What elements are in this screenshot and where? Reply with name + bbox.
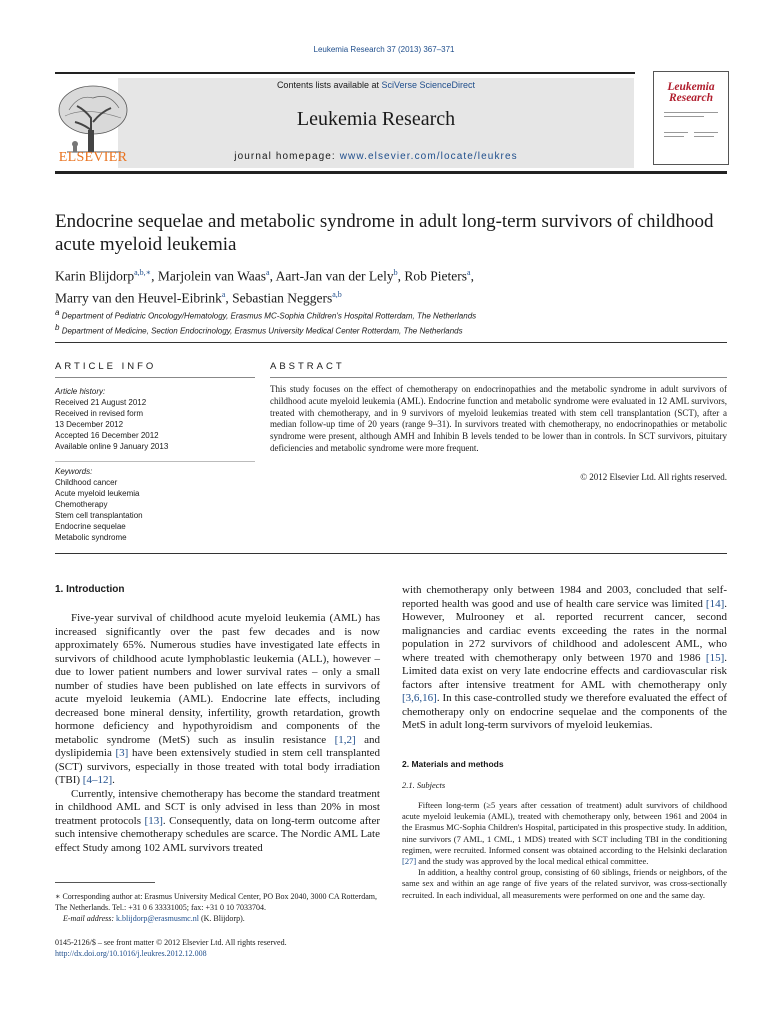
- affiliation-text: Department of Pediatric Oncology/Hematology, Erasmus MC-Sophia Children's Hospital Rotterdam, The Netherlands: [61, 311, 477, 321]
- reference-link[interactable]: [13]: [144, 814, 163, 827]
- author-name[interactable]: Aart-Jan van der Lely: [275, 268, 394, 284]
- keyword-item: Childhood cancer: [55, 478, 118, 487]
- section-rule: [55, 553, 727, 554]
- keyword-item: Endocrine sequelae: [55, 522, 126, 531]
- affiliation-b: [55, 322, 727, 337]
- doi-link[interactable]: http://dx.doi.org/10.1016/j.leukres.2012.12.008: [55, 949, 207, 958]
- reference-link[interactable]: [1,2]: [334, 733, 356, 746]
- cover-decoration-line: [664, 132, 688, 133]
- text-run: . In this case-controlled study we therefore evaluated the effect of chemotherapy only on endocrine sequelae and the components of the MetS in adult long-term survivors of myeloid leukemias.: [402, 692, 727, 731]
- author-separator: ,: [269, 268, 276, 284]
- subjects-paragraph: In addition, a healthy control group, consisting of 60 siblings, friends or neighbors, of the same sex and within an age range of five years of the related survivor, was cross-sectionally recruited. In each individual, all measurements were performed on one and the same day.: [402, 867, 727, 900]
- abstract-text: This study focuses on the effect of chemotherapy on endocrinopathies and the metabolic syndrome in adult survivors of childhood acute myeloid leukemia (AML). Endocrine function and metabolic syndrome were evaluated in 12 AML survivors, treated with chemotherapy, and in 9 survivors of myeloid leukemias treated with stem cell transplantation (SCT), after a median follow-up time of 20 years (range 9–31). In survivors treated with chemotherapy, no endocrinopathies or metabolic syndrome were present, although AMH and Inhibin B levels tended to be lower than in controls. In SCT survivors, pituitary deficiencies and metabolic syndrome were more frequent.: [270, 384, 727, 453]
- footnote-rule: [55, 882, 155, 883]
- author-affiliation-sup[interactable]: a: [221, 289, 226, 299]
- text-run: Fifteen long-term (≥5 years after cessation of treatment) adult survivors of childhood acute myeloid leukemia (AML), treated with chemotherapy only, between 1961 and 2004 in the Erasmus MC-Sophia Children's Hospital, participated in this prospective study. In addition, nine survivors (7 AML, 1 CML, 1 MDS) treated with SCT including TBI in the conditioning regimen, were recruited. Informed consent was obtained according to the Helsinki declaration: [402, 800, 727, 855]
- cover-decoration-line: [664, 116, 704, 117]
- keyword-item: Stem cell transplantation: [55, 511, 143, 520]
- keyword-item: Acute myeloid leukemia: [55, 489, 140, 498]
- publication-info: [55, 937, 385, 959]
- intro-paragraph: [55, 788, 380, 856]
- cover-decoration-line: [664, 136, 684, 137]
- text-run: with chemotherapy only between 1984 and 2003, concluded that self-reported health was good and use of health care service was limited: [402, 584, 727, 610]
- keyword-item: Chemotherapy: [55, 500, 108, 509]
- corresponding-author-footnote: [55, 891, 385, 924]
- introduction-continued: [402, 584, 727, 733]
- reference-link[interactable]: [15]: [705, 651, 725, 664]
- journal-cover-thumbnail[interactable]: [653, 71, 729, 165]
- author-affiliation-sup[interactable]: a: [266, 268, 270, 277]
- keywords-rule: [55, 461, 255, 462]
- history-item: Available online 9 January 2013: [55, 442, 169, 451]
- email-link[interactable]: k.blijdorp@erasmusmc.nl: [116, 914, 199, 923]
- author-name[interactable]: Marry van den Heuvel-Eibrink: [55, 290, 222, 305]
- homepage-prefix: journal homepage:: [234, 151, 340, 162]
- introduction-heading: 1. Introduction: [55, 584, 125, 595]
- text-run: Five-year survival of childhood acute myeloid leukemia (AML) has increased significantly over the past few decades and is now approximately 65%. Numerous studies have investigated late effects in survivors of childhood acute lymphoblastic leukemia (ALL), however – due to lower patient numbers and lower survival rates – only a small number of studies have been published on late effects in survivors of acute myeloid leukemia (AML). Endocrine late effects, including decreased bone mineral density, infertility, growth retardation, growth hormone deficiency and hypothyroidism and components of the metabolic syndrome (MetS) such as insulin resistance: [55, 612, 380, 746]
- author-separator: ,: [470, 268, 474, 284]
- affiliation-marker: b: [55, 322, 60, 332]
- text-run: and the study was approved by the local medical ethical committee.: [416, 856, 649, 867]
- history-label: Article history:: [55, 387, 106, 396]
- cover-decoration-line: [694, 132, 718, 133]
- keywords: [55, 466, 255, 543]
- article-history: [55, 386, 255, 452]
- text-run: and dyslipidemia: [55, 733, 380, 759]
- cover-title: [658, 82, 724, 104]
- article-info-rule: [55, 377, 255, 378]
- author-separator: ,: [151, 268, 158, 284]
- intro-paragraph: [55, 612, 380, 788]
- journal-name: Leukemia Research: [296, 108, 456, 130]
- header-top-rule: [55, 72, 635, 74]
- reference-link[interactable]: [27]: [402, 856, 417, 867]
- corresponding-text: ∗ Corresponding author at: Erasmus University Medical Center, PO Box 2040, 3000 CA Rotterdam, The Netherlands. Tel.: +31 0 6 33331005; fax: +31 0 10 7033704.: [55, 892, 377, 912]
- reference-link[interactable]: [14]: [705, 597, 725, 610]
- cover-decoration-line: [694, 136, 714, 137]
- article-title: Endocrine sequelae and metabolic syndrome in adult long-term survivors of childhood acute myeloid leukemia: [55, 211, 714, 255]
- section-rule: [55, 342, 727, 343]
- author-name[interactable]: Karin Blijdorp: [55, 268, 135, 284]
- subjects-heading: 2.1. Subjects: [402, 780, 446, 790]
- header-bottom-rule: [55, 171, 727, 174]
- affiliations: [55, 307, 727, 336]
- keyword-item: Metabolic syndrome: [55, 533, 127, 542]
- issn-line: 0145-2126/$ – see front matter © 2012 Elsevier Ltd. All rights reserved.: [55, 938, 287, 947]
- author-name[interactable]: Marjolein van Waas: [157, 268, 267, 284]
- email-label: E-mail address:: [63, 914, 117, 923]
- abstract-heading: ABSTRACT: [270, 361, 345, 372]
- author-affiliation-sup[interactable]: b: [393, 268, 398, 277]
- abstract-rule: [270, 377, 727, 378]
- text-run: . However, Mulrooney et al. reported recurrent cancer, second malignancies and cardiac events exceeding the rates in the normal population in 272 survivors of childhood and adolescent AML, who where treated with chemotherapy only between 1970 and 1986: [402, 597, 727, 664]
- author-name[interactable]: Sebastian Neggers: [232, 290, 333, 305]
- reference-link[interactable]: [4–12]: [82, 774, 113, 786]
- history-item: Received 21 August 2012: [55, 398, 147, 407]
- text-run: Currently, intensive chemotherapy has become the standard treatment in childhood AML and SCT is only advised in less than 20% in most treatment protocols: [55, 787, 380, 827]
- contents-line: [118, 80, 634, 90]
- author-affiliation-sup[interactable]: a: [467, 268, 471, 277]
- methods-heading: 2. Materials and methods: [402, 759, 504, 769]
- affiliation-a: [55, 307, 727, 322]
- author-affiliation-sup[interactable]: a,b: [332, 289, 342, 299]
- journal-homepage: [118, 151, 634, 162]
- abstract-copyright: © 2012 Elsevier Ltd. All rights reserved.: [580, 472, 727, 482]
- subjects-paragraph: [402, 800, 727, 867]
- article-info-heading: ARTICLE INFO: [55, 361, 157, 372]
- history-item: Accepted 16 December 2012: [55, 431, 159, 440]
- author-name[interactable]: Rob Pieters: [404, 268, 468, 284]
- introduction-text: [55, 612, 380, 855]
- text-run: . Consequently, data on long-term outcome after such intensive chemotherapy schedules are scarce. The Nordic AML Late effect Study among 102 AML survivors treated: [55, 814, 380, 854]
- contents-prefix: Contents lists available at: [276, 80, 382, 90]
- affiliation-marker: a: [55, 308, 60, 317]
- author-separator: ,: [225, 290, 233, 305]
- author-affiliation-sup[interactable]: a,b,∗: [134, 268, 152, 277]
- elsevier-wordmark: ELSEVIER: [58, 150, 128, 165]
- keywords-label: Keywords:: [55, 467, 93, 476]
- history-item: 13 December 2012: [55, 420, 124, 429]
- email-line: [55, 913, 385, 924]
- author-separator: ,: [397, 268, 405, 284]
- affiliation-text: Department of Medicine, Section Endocrinology, Erasmus University Medical Center Rotterdam, The Netherlands: [61, 326, 463, 336]
- cover-title-line-1: Leukemia: [667, 81, 715, 93]
- history-item: Received in revised form: [55, 409, 144, 418]
- text-run: .: [112, 774, 115, 786]
- cover-decoration-line: [664, 112, 718, 113]
- author-list: [55, 264, 727, 307]
- subjects-text: [402, 800, 727, 901]
- text-run: . Limited data exist on very late endocrine effects and cardiovascular risk factors after intensive treatment for AML with chemotherapy only: [402, 651, 727, 691]
- sciencedirect-link[interactable]: SciVerse ScienceDirect: [381, 80, 476, 90]
- email-suffix: (K. Blijdorp).: [198, 914, 245, 923]
- reference-link[interactable]: [3]: [115, 747, 129, 759]
- homepage-link[interactable]: www.elsevier.com/locate/leukres: [339, 151, 518, 162]
- journal-citation[interactable]: Leukemia Research 37 (2013) 367–371: [313, 45, 455, 54]
- reference-link[interactable]: [3,6,16]: [402, 692, 437, 704]
- cover-title-line-2: Research: [668, 92, 714, 104]
- text-run: have been extensively studied in stem cell transplanted (SCT) survivors, especially in those treated with total body irradiation (TBI): [55, 747, 381, 786]
